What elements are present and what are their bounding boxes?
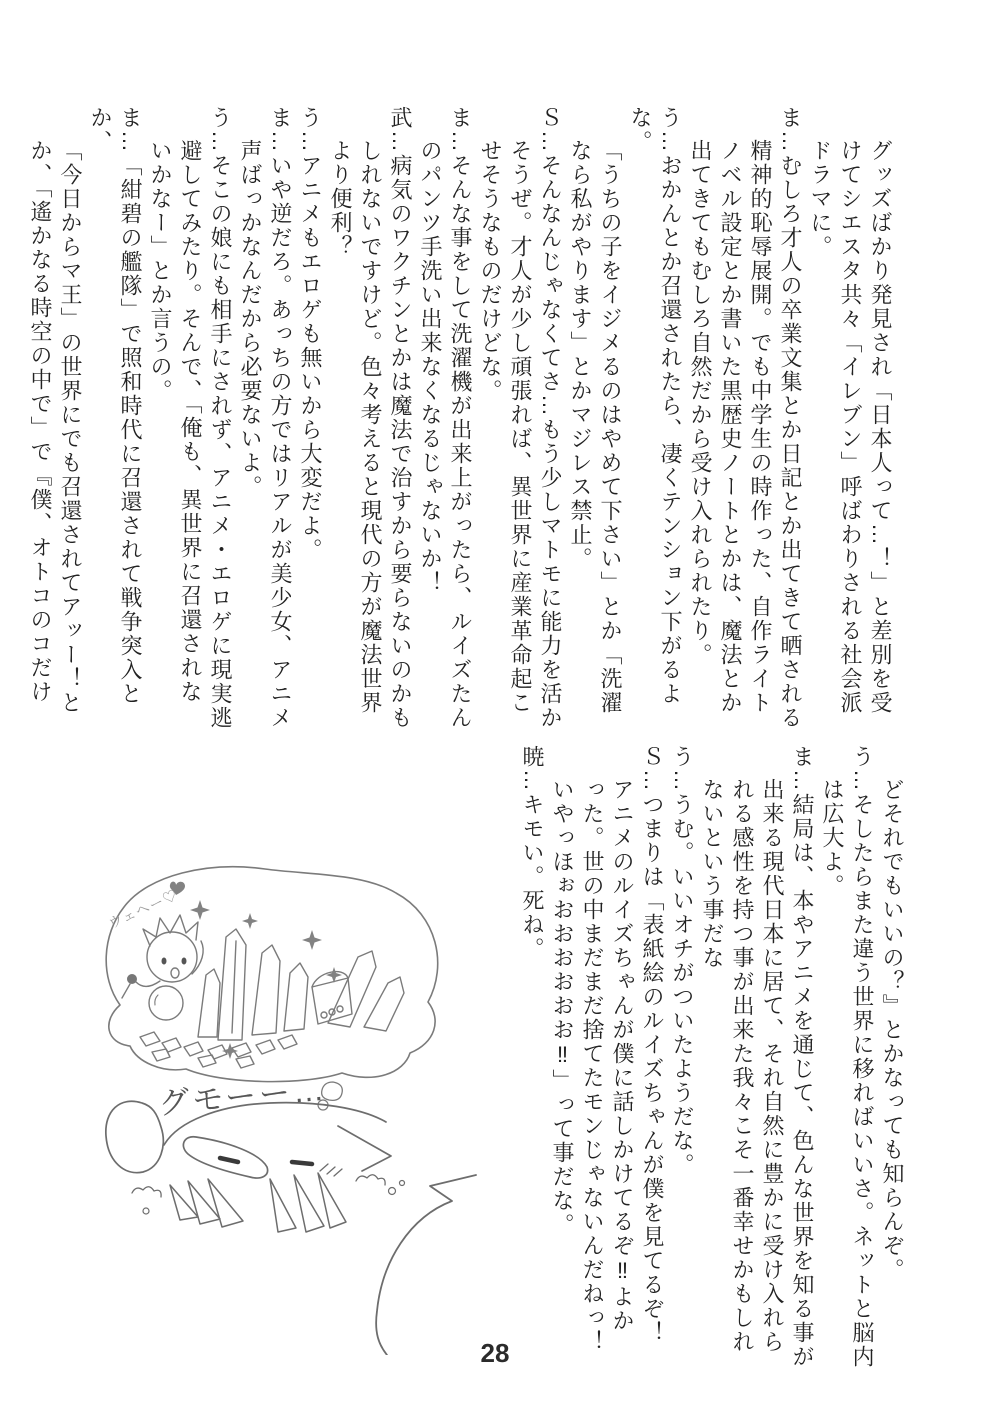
dialogue-column: 避してみたり。そんで、「俺も、異世界に召還されな bbox=[178, 139, 203, 704]
dialogue-column: れる感性を持つ事が出来た我々こそ一番幸せかもしれ bbox=[730, 778, 755, 1354]
sketch-illustration bbox=[80, 845, 480, 1355]
dialogue-column: のパンツ手洗い出来なくなるじゃないか！ bbox=[418, 139, 443, 595]
dialogue-column: ま…そんな事をして洗濯機が出来上がったら、ルイズたん bbox=[448, 106, 473, 730]
dialogue-column: ま…むしろ才人の卒業文集とか日記とか出てきて晒される bbox=[778, 106, 803, 730]
dialogue-column: グッズばかり発見され「日本人って…！」と差別を受 bbox=[868, 139, 893, 715]
sleeping-dragon bbox=[106, 1101, 476, 1355]
dialogue-column: せそうなものだけどな。 bbox=[478, 139, 503, 403]
dialogue-column: か、「遙かなる時空の中で」で『僕、オトコのコだけ bbox=[28, 139, 53, 704]
dialogue-block-top bbox=[25, 106, 895, 736]
snore-handwritten-text: グモーー… bbox=[157, 1071, 329, 1122]
dialogue-column: ま…「紺碧の艦隊」で照和時代に召還されて戦争突入とか、 bbox=[88, 106, 143, 706]
dialogue-column: いやっほぉおおおおおお‼」って事だな。 bbox=[550, 778, 575, 1237]
dialogue-column: ないという事だな bbox=[700, 778, 725, 970]
dialogue-column: 精神的恥辱展開。でも中学生の時作った、自作ライト bbox=[748, 139, 773, 715]
dialogue-column: う…そこの娘にも相手にされず、アニメ・エロゲに現実逃 bbox=[208, 106, 233, 730]
dialogue-column: 「今日からマ王」の世界にでも召還されてアッー！と bbox=[58, 139, 83, 715]
dialogue-column: 武…病気のワクチンとかは魔法で治すから要らないのかも bbox=[388, 106, 413, 730]
dialogue-column: どそれでもいいの？』とかなっても知らんぞ。 bbox=[880, 778, 905, 1282]
dialogue-column: は広大よ。 bbox=[820, 778, 845, 898]
dialogue-column: なら私がやります」とかマジレス禁止。 bbox=[568, 139, 593, 571]
dream-treasure bbox=[140, 929, 404, 1068]
dialogue-column: う…うむ。いいオチがついたようだな。 bbox=[670, 745, 695, 1177]
dialogue-column: いかなー」とか言うの。 bbox=[148, 139, 173, 403]
dialogue-column: Ｓ…つまりは「表紙絵のルイズちゃんが僕を見てるぞ！ bbox=[640, 745, 665, 1345]
dialogue-column: けてシエスタ共々「イレブン」呼ばわりされる社会派 bbox=[838, 139, 863, 715]
dialogue-column: ノベル設定とか書いた黒歴史ノートとかは、魔法とか bbox=[718, 139, 743, 715]
dialogue-column: しれないですけど。色々考えると現代の方が魔法世界 bbox=[358, 139, 383, 715]
dialogue-column: Ｓ…そんなんじゃなくてさ…もう少しマトモに能力を活か bbox=[538, 106, 563, 730]
dream-chibi-character bbox=[122, 915, 203, 998]
page-number: 28 bbox=[480, 1338, 510, 1368]
dialogue-column: う…おかんとか召還されたら、凄くテンション下がるよな。 bbox=[628, 106, 683, 706]
dialogue-column: そうぜ。才人が少し頑張れば、異世界に産業革命起こ bbox=[508, 139, 533, 715]
dialogue-column: ま…結局は、本やアニメを通じて、色んな世界を知る事が bbox=[790, 745, 815, 1369]
dialogue-column: 声ばっかなんだから必要ないよ。 bbox=[238, 139, 263, 499]
dialogue-column: 出来る現代日本に居て、それ自然に豊かに受け入れら bbox=[760, 778, 785, 1354]
dialogue-column: ま…いや逆だろ。あっちの方ではリアルが美少女、アニメ bbox=[268, 106, 293, 730]
dialogue-column: 暁…キモい。死ね。 bbox=[520, 745, 545, 961]
glee-handwritten-text: ウェヘー♡ bbox=[105, 886, 181, 932]
dialogue-column: 「うちの子をイジメるのはやめて下さい」とか「洗濯 bbox=[598, 139, 623, 715]
dialogue-column: う…そしたらまた違う世界に移ればいいさ。ネットと脳内 bbox=[850, 745, 875, 1369]
dialogue-column: より便利？ bbox=[328, 139, 353, 259]
dialogue-column: った。世の中まだまだ捨てたモンじゃないんだねっ！ bbox=[580, 778, 605, 1354]
dialogue-column: う…アニメもエロゲも無いから大変だよ。 bbox=[298, 106, 323, 562]
dialogue-column: アニメのルイズちゃんが僕に話しかけてるぞ‼よか bbox=[610, 778, 635, 1333]
dialogue-block-bottom bbox=[517, 745, 907, 1395]
dialogue-column: 出てきてもむしろ自然だから受け入れられたり。 bbox=[688, 139, 713, 667]
dialogue-column: ドラマに。 bbox=[808, 139, 833, 259]
